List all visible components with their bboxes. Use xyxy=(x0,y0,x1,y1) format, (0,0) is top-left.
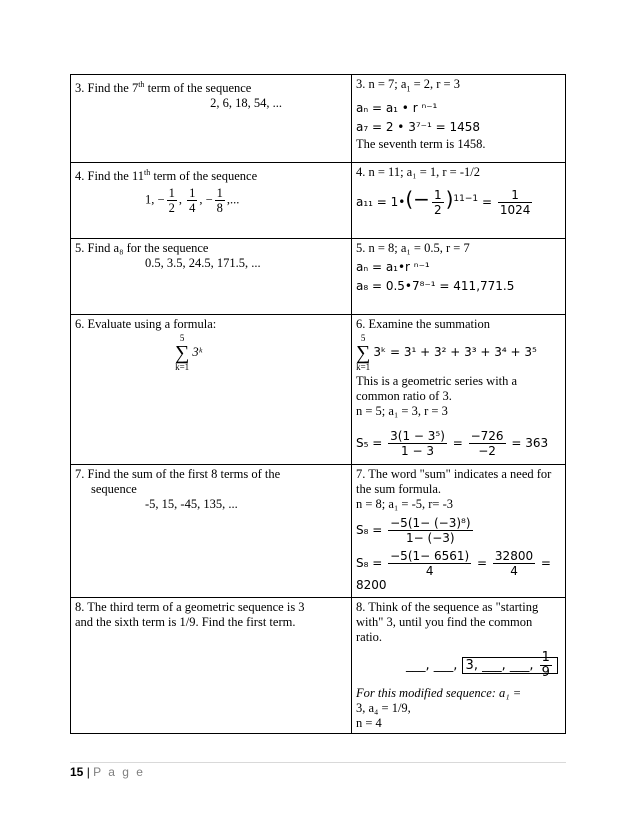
answer-cell xyxy=(352,315,566,465)
formula-line: a₈ = 0.5•7⁸⁻¹ = 411,771.5 xyxy=(356,279,515,293)
answer-text: n = 5; a₁ = 3, r = 3 xyxy=(356,404,448,418)
answer-cell xyxy=(352,75,566,163)
answer-text: 7. The word "sum" indicates a need for xyxy=(356,467,552,481)
question-text: 5. Find a₈ for the sequence xyxy=(75,241,209,255)
question-text: and the sixth term is 1/9. Find the first term. xyxy=(75,615,296,629)
question-text: 7. Find the sum of the first 8 terms of the xyxy=(75,467,281,481)
question-cell xyxy=(71,315,352,465)
answer-text: common ratio of 3. xyxy=(356,389,452,403)
sequence-text: 2, 6, 18, 54, ... xyxy=(210,96,282,111)
question-cell xyxy=(71,239,352,315)
summation-expansion: 5 ∑ k=1 3ᵏ = 3¹ + 3² + 3³ + 3⁴ + 3⁵ xyxy=(356,333,537,372)
question-text: 6. Evaluate using a formula: xyxy=(75,317,217,331)
formula-line: a₇ = 2 • 3⁷⁻¹ = 1458 xyxy=(356,119,481,134)
answer-text: For this modified sequence: a₁ = xyxy=(356,686,522,700)
formula-line: S₅ = $\frac{\text{3(1 − 3⁵)}}{1 - 3}$ = $\frac{-726}{-2}$ = 363 xyxy=(356,429,549,458)
question-text: 4. Find the 11th term of the sequence xyxy=(75,168,258,184)
question-text: 3. Find the 7th term of the sequence xyxy=(75,80,252,96)
table-row xyxy=(71,598,566,734)
formula-line: aₙ = a₁ • r ⁿ⁻¹ xyxy=(356,100,438,115)
table-row xyxy=(71,239,566,315)
table-row xyxy=(71,315,566,465)
answer-text: 4. n = 11; a₁ = 1, r = -1/2 xyxy=(356,165,480,179)
formula-line: S₈ = $\frac{\text{−5(1− (−3)⁸)}}{1- (-3)}$ xyxy=(356,516,471,545)
answer-text: 3, a₄ = 1/9, xyxy=(356,701,411,715)
problem-table xyxy=(70,74,566,734)
footer-divider xyxy=(70,762,566,763)
answer-text: n = 8; a₁ = -5, r= -3 xyxy=(356,497,454,511)
sequence-text: 1, − $\frac{1}{2}$ , $\frac{1}{4}$ , − $\frac{1}{8}$ ,... xyxy=(145,186,240,216)
answer-text: with" 3, until you find the common xyxy=(356,615,533,629)
answer-cell xyxy=(352,163,566,239)
page-number: 15 xyxy=(70,765,84,779)
table-row xyxy=(71,163,566,239)
answer-cell xyxy=(352,465,566,598)
page-footer xyxy=(70,765,145,779)
formula-line: aₙ = a₁•r ⁿ⁻¹ xyxy=(356,260,430,274)
answer-text: 5. n = 8; a₁ = 0.5, r = 7 xyxy=(356,241,470,255)
sequence-text: 0.5, 3.5, 24.5, 171.5, ... xyxy=(145,256,261,270)
question-cell xyxy=(71,163,352,239)
question-text: sequence xyxy=(91,482,137,496)
table-row xyxy=(71,465,566,598)
answer-text: the sum formula. xyxy=(356,482,442,496)
answer-conclusion: The seventh term is 1458. xyxy=(356,136,486,151)
answer-text: ratio. xyxy=(356,630,383,644)
question-text: 8. The third term of a geometric sequence is 3 xyxy=(75,600,305,614)
answer-text: 8. Think of the sequence as "starting xyxy=(356,600,539,614)
page-label: P a g e xyxy=(93,765,145,779)
formula-line: S₈ = $\frac{-5(1- 6561)}{4}$ = $\frac{32800}{4}$ = 8200 xyxy=(356,549,551,592)
answer-text: n = 4 xyxy=(356,716,382,730)
summation: 5 ∑ k=1 3ᵏ xyxy=(175,333,203,372)
modified-sequence: ___, ___, 3, ___, ___, $\frac{1}{9}$ xyxy=(406,651,561,680)
question-cell xyxy=(71,598,352,734)
formula-line: a₁₁ = 1•(− $\frac{1}{2}$ )$^{11-1}$ = $\frac{1}{1024}$ xyxy=(356,187,531,217)
answer-text: 6. Examine the summation xyxy=(356,317,491,331)
answer-text: 3. n = 7; $a_1 = 2$, r = 3 xyxy=(356,77,460,94)
answer-cell xyxy=(352,239,566,315)
answer-text: This is a geometric series with a xyxy=(356,374,518,388)
table-row xyxy=(71,75,566,163)
answer-cell xyxy=(352,598,566,734)
question-cell xyxy=(71,75,352,163)
question-cell xyxy=(71,465,352,598)
sequence-text: -5, 15, -45, 135, ... xyxy=(145,497,238,511)
footer-separator: | xyxy=(83,765,94,779)
